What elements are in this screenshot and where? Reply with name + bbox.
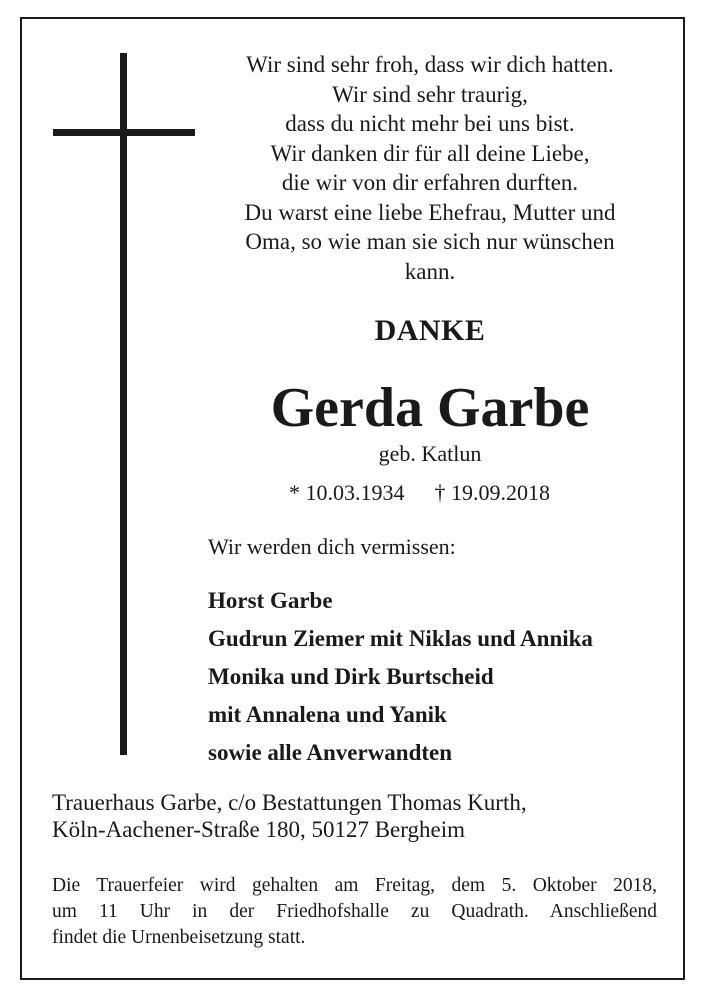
poem [200,50,660,286]
maiden-name: geb. Katlun [378,441,482,466]
mourners-list [208,582,593,772]
poem-line: die wir von dir erfahren durften. [281,170,579,195]
poem-line: kann. [404,258,456,284]
mourner-line: Gudrun Ziemer mit Niklas und Annika [208,626,593,651]
service-line: um 11 Uhr in der Friedhofshalle zu Quadrath. Anschließend [52,901,657,922]
poem-line: dass du nicht mehr bei uns bist. [285,111,575,136]
poem-line: Wir sind sehr froh, dass wir dich hatten. [246,52,614,77]
mourner-line: Monika und Dirk Burtscheid [208,664,494,689]
thanks-heading: DANKE [374,314,486,347]
mourner-line: Horst Garbe [208,588,333,613]
funeral-service-info [52,873,657,951]
life-dates [289,480,550,506]
mourner-line: mit Annalena und Yanik [208,702,447,727]
poem-line: Wir danken dir für all deine Liebe, [270,140,590,166]
poem-line: Wir sind sehr traurig, [332,81,528,107]
poem-line: Oma, so wie man sie sich nur wünschen [245,229,615,254]
cross-icon-bar [53,129,195,136]
service-line: findet die Urnenbeisetzung statt. [52,927,306,948]
mourning-house-address [52,789,527,843]
miss-line: Wir werden dich vermissen: [208,534,456,559]
mourner-line: sowie alle Anverwandten [208,740,453,765]
cross-icon [120,53,127,755]
birth-date: * 10.03.1934 [289,480,405,505]
address-line: Köln-Aachener-Straße 180, 50127 Bergheim [52,817,466,842]
death-date: † 19.09.2018 [434,480,550,505]
poem-line: Du warst eine liebe Ehefrau, Mutter und [244,199,616,225]
address-line: Trauerhaus Garbe, c/o Bestattungen Thomas Kurth, [52,790,527,815]
service-line: Die Trauerfeier wird gehalten am Freitag, dem 5. Oktober 2018, [52,875,657,896]
deceased-name: Gerda Garbe [270,377,590,439]
